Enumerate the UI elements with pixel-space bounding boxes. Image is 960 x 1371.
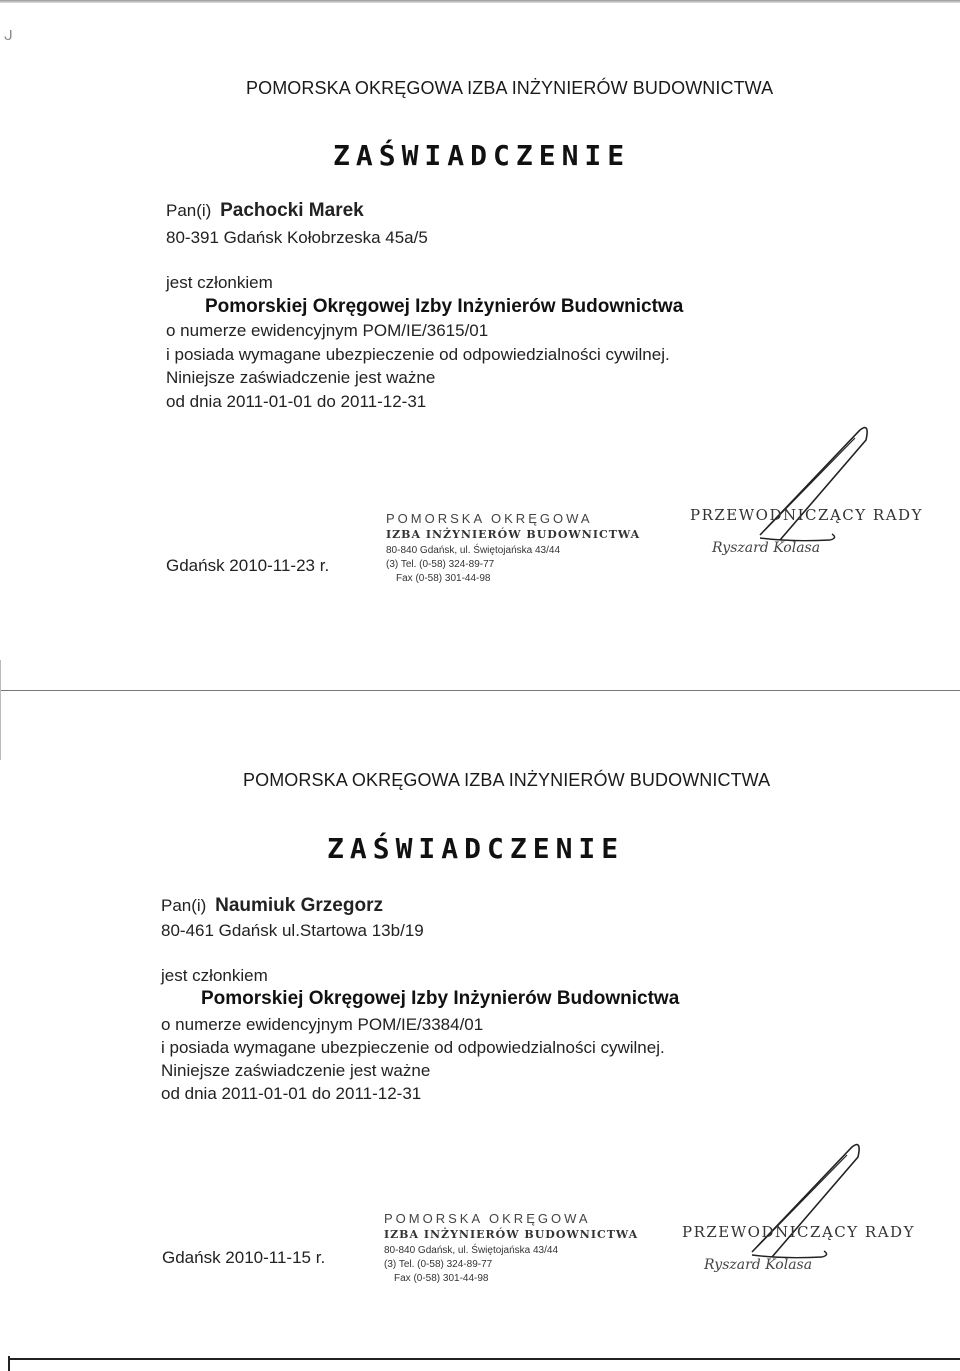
stamp-line-4: (3) Tel. (0-58) 324-89-77 (384, 1259, 493, 1270)
chamber-name: Pomorskiej Okręgowej Izby Inżynierów Budownictwa (205, 296, 684, 317)
signer-role: PRZEWODNICZĄCY RADY (682, 1223, 915, 1241)
person-line (161, 895, 383, 917)
issue-place-date: Gdańsk 2010-11-15 r. (162, 1248, 326, 1267)
issue-place-date: Gdańsk 2010-11-23 r. (166, 556, 330, 575)
stamp-line-2: IZBA INŻYNIERÓW BUDOWNICTWA (386, 528, 641, 541)
member-intro: jest członkiem (161, 966, 268, 985)
validity-intro: Niniejsze zaświadczenie jest ważne (166, 368, 436, 387)
signature-block (682, 1127, 915, 1297)
insurance-statement: i posiada wymagane ubezpieczenie od odpowiedzialności cywilnej. (161, 1038, 665, 1057)
stamp-line-5: Fax (0-58) 301-44-98 (396, 573, 491, 584)
signer-name: Ryszard Kolasa (712, 540, 821, 556)
validity-intro: Niniejsze zaświadczenie jest ważne (161, 1061, 431, 1080)
chamber-stamp (384, 1211, 639, 1301)
chamber-header: POMORSKA OKRĘGOWA IZBA INŻYNIERÓW BUDOWNICTWA (246, 78, 774, 98)
registration-number: o numerze ewidencyjnym POM/IE/3384/01 (161, 1015, 484, 1034)
signer-name: Ryszard Kolasa (704, 1257, 813, 1273)
person-address: 80-391 Gdańsk Kołobrzeska 45a/5 (166, 228, 428, 247)
person-prefix: Pan(i) (161, 896, 207, 915)
stamp-line-5: Fax (0-58) 301-44-98 (394, 1273, 489, 1284)
stamp-line-3: 80-840 Gdańsk, ul. Świętojańska 43/44 (386, 545, 560, 556)
stamp-line-1: POMORSKA OKRĘGOWA (384, 1211, 591, 1226)
person-prefix: Pan(i) (166, 201, 212, 220)
validity-range: od dnia 2011-01-01 do 2011-12-31 (161, 1084, 422, 1103)
chamber-header: POMORSKA OKRĘGOWA IZBA INŻYNIERÓW BUDOWNICTWA (243, 770, 771, 790)
stamp-line-2: IZBA INŻYNIERÓW BUDOWNICTWA (384, 1228, 639, 1241)
scan-edge-corner (8, 1356, 10, 1371)
registration-number: o numerze ewidencyjnym POM/IE/3615/01 (166, 321, 489, 340)
signature-icon (712, 1127, 862, 1267)
validity-range: od dnia 2011-01-01 do 2011-12-31 (166, 392, 427, 411)
page-divider (0, 690, 960, 691)
scan-mark-icon: ᒍ (4, 28, 13, 44)
stamp-line-4: (3) Tel. (0-58) 324-89-77 (386, 559, 495, 570)
insurance-statement: i posiada wymagane ubezpieczenie od odpowiedzialności cywilnej. (166, 345, 670, 364)
page-divider-edge (0, 660, 1, 760)
person-name: Naumiuk Grzegorz (215, 895, 383, 916)
scan-edge-bottom (8, 1358, 960, 1360)
stamp-line-3: 80-840 Gdańsk, ul. Świętojańska 43/44 (384, 1245, 558, 1256)
stamp-line-1: POMORSKA OKRĘGOWA (386, 511, 593, 526)
document-title: ZAŚWIADCZENIE (327, 832, 625, 865)
member-intro: jest członkiem (166, 273, 273, 292)
person-name: Pachocki Marek (220, 200, 364, 221)
chamber-name: Pomorskiej Okręgowej Izby Inżynierów Budownictwa (201, 988, 680, 1009)
document-title: ZAŚWIADCZENIE (333, 139, 631, 172)
signer-role: PRZEWODNICZĄCY RADY (690, 506, 923, 524)
person-address: 80-461 Gdańsk ul.Startowa 13b/19 (161, 921, 424, 940)
